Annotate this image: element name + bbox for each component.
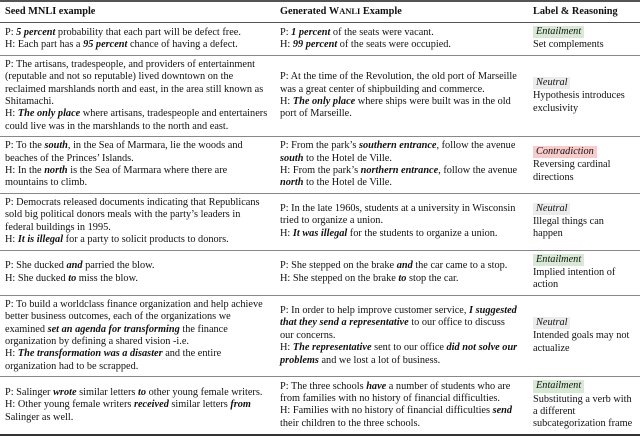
text-span: P: She stepped on the brake — [280, 260, 397, 272]
highlighted-phrase: I suggested that they send a representative — [280, 304, 517, 329]
hypothesis — [5, 165, 269, 190]
text-span: miss the blow. — [76, 272, 138, 284]
text-span: P: In order to help improve customer service, — [280, 304, 470, 316]
premise — [280, 203, 521, 228]
highlighted-phrase: south — [280, 152, 304, 164]
hypothesis — [280, 405, 521, 430]
reasoning-text: Set complements — [533, 39, 604, 51]
reasoning-text: Implied intention of action — [533, 266, 616, 291]
hypothesis — [5, 234, 269, 246]
seed-example-cell — [0, 137, 275, 194]
highlighted-phrase: northern entrance — [360, 165, 439, 177]
seed-example-cell — [0, 377, 275, 435]
text-span: for the students to organize a union. — [347, 227, 498, 239]
premise — [5, 260, 269, 272]
header-seed: Seed MNLI example — [5, 5, 96, 17]
seed-example-cell — [0, 250, 275, 295]
table-row — [0, 137, 640, 194]
highlighted-phrase: 95 percent — [83, 38, 128, 50]
table-row — [0, 55, 640, 136]
text-span: H: She ducked — [5, 272, 69, 284]
highlighted-phrase: 99 percent — [292, 38, 338, 50]
text-span: H: She stepped on the brake — [280, 272, 399, 284]
seed-example-cell — [0, 193, 275, 250]
seed-example-cell — [0, 55, 275, 136]
highlighted-phrase: from — [230, 399, 251, 411]
highlighted-phrase: to — [68, 272, 77, 284]
text-span: H: — [5, 348, 18, 360]
text-span: other young female writers. — [146, 386, 263, 398]
premise — [280, 305, 521, 342]
text-span: P: In the late 1960s, students at a university in Wisconsin tried to organize a union. — [280, 203, 516, 227]
wanli-name: WANLI — [328, 6, 361, 18]
text-span: P: From the park’s — [280, 140, 359, 152]
premise — [5, 59, 269, 109]
highlighted-phrase: north — [280, 177, 304, 189]
highlighted-phrase: The only place — [292, 96, 356, 108]
text-span: probability that each part will be defect free. — [55, 26, 241, 38]
text-span: , in the Sea of Marmara, lie the woods and beaches of the Princes’ Islands. — [5, 140, 243, 164]
generated-example-cell — [275, 23, 527, 56]
label-reasoning-cell — [527, 250, 640, 295]
label-badge: Neutral — [533, 77, 570, 89]
label-badge: Neutral — [533, 203, 570, 215]
table-row — [0, 377, 640, 435]
text-span: similar letters — [76, 386, 139, 398]
highlighted-phrase: set an agenda for transforming — [47, 323, 180, 335]
highlighted-phrase: The representative — [292, 342, 372, 354]
seed-example-cell — [0, 23, 275, 56]
text-span: P: The three schools — [280, 380, 367, 392]
generated-example-cell — [275, 295, 527, 376]
premise — [280, 381, 521, 406]
highlighted-phrase: send — [492, 405, 513, 417]
highlighted-phrase: did not solve our problems — [280, 342, 518, 366]
highlighted-phrase: received — [133, 399, 169, 411]
text-span: P: To build a worldclass finance organization and help achieve better business outcomes, each of the organizations we examined — [5, 298, 263, 335]
text-span: P: — [5, 26, 17, 38]
generated-example-cell — [275, 377, 527, 435]
text-span: of the seats were vacant. — [330, 26, 434, 38]
premise — [5, 387, 269, 399]
text-span: P: — [280, 26, 292, 38]
text-span: P: To the — [5, 140, 45, 152]
text-span: H: Other young female writers — [5, 399, 134, 411]
premise — [280, 27, 521, 39]
generated-example-cell — [275, 55, 527, 136]
highlighted-phrase: and — [396, 260, 413, 272]
highlighted-phrase: have — [366, 380, 387, 392]
highlighted-phrase: south — [44, 140, 68, 152]
text-span: Salinger as well. — [5, 411, 74, 423]
reasoning-text: Intended goals may not actualize — [533, 330, 630, 354]
label-reasoning-cell — [527, 295, 640, 376]
text-span: P: The artisans, tradespeople, and providers of entertainment (reputable and not so reputable) lived downtown on the reclaimed marshlands north and east, in the area still known as Shitamachi. — [5, 58, 264, 108]
table-row — [0, 295, 640, 376]
text-span: H: Each part has a — [5, 38, 84, 50]
premise — [5, 27, 269, 39]
premise — [5, 299, 269, 349]
generated-example-cell — [275, 137, 527, 194]
label-badge: Entailment — [533, 254, 584, 266]
text-span: stop the car. — [406, 272, 459, 284]
reasoning-text: Substituting a verb with a different subcategorization frame — [533, 393, 633, 430]
table-row — [0, 250, 640, 295]
highlighted-phrase: and — [66, 260, 83, 272]
text-span: H: In the — [5, 165, 45, 177]
label-badge: Entailment — [533, 26, 584, 38]
text-span: H: — [280, 342, 293, 354]
highlighted-phrase: It was illegal — [292, 227, 348, 239]
hypothesis — [5, 399, 269, 424]
generated-example-cell — [275, 193, 527, 250]
table-row — [0, 23, 640, 56]
text-span: P: At the time of the Revolution, the old port of Marseille was a great center of shipbuilding and commerce. — [280, 71, 517, 95]
text-span: similar letters — [168, 399, 231, 411]
text-span: H: — [280, 38, 293, 50]
premise — [5, 140, 269, 165]
highlighted-phrase: wrote — [53, 386, 77, 398]
header-generated: Generated WANLI Example — [280, 6, 402, 18]
highlighted-phrase: to — [398, 272, 407, 284]
text-span: the car came to a stop. — [412, 260, 508, 272]
text-span: P: Salinger — [5, 386, 54, 398]
label-reasoning-cell — [527, 377, 640, 435]
label-badge: Neutral — [533, 317, 570, 329]
text-span: sent to our office — [371, 342, 447, 354]
reasoning-text: Reversing cardinal directions — [533, 159, 611, 183]
reasoning-text: Hypothesis introduces exclusivity — [533, 90, 625, 114]
label-reasoning-cell — [527, 193, 640, 250]
label-badge: Entailment — [533, 380, 584, 392]
table-body — [0, 23, 640, 435]
table-header-row — [0, 1, 640, 23]
hypothesis — [280, 96, 521, 121]
text-span: parried the blow. — [82, 260, 155, 272]
text-span: of the seats were occupied. — [337, 38, 451, 50]
text-span: , follow the avenue — [436, 140, 516, 152]
text-span: to the Hotel de Ville. — [303, 152, 392, 164]
highlighted-phrase: It is illegal — [17, 234, 64, 246]
highlighted-phrase: 1 percent — [291, 26, 331, 38]
highlighted-phrase: to — [138, 386, 147, 398]
hypothesis — [280, 165, 521, 190]
text-span: a number of students who are from families with no history of financial difficulties. — [280, 380, 511, 405]
hypothesis — [280, 39, 521, 51]
text-span: is the Sea of Marmara where there are mountains to climb. — [5, 165, 228, 189]
text-span: and the entire organization had to be scrapped. — [5, 348, 222, 372]
text-span: P: She ducked — [5, 260, 67, 272]
highlighted-phrase: southern entrance — [358, 140, 437, 152]
text-span: H: — [280, 227, 293, 239]
hypothesis — [5, 108, 269, 133]
hypothesis — [5, 348, 269, 373]
premise — [280, 140, 521, 165]
text-span: their children to the three schools. — [280, 417, 421, 429]
text-span: H: — [280, 96, 293, 108]
text-span: to the Hotel de Ville. — [303, 177, 392, 189]
text-span: chance of having a defect. — [127, 38, 238, 50]
premise — [280, 71, 521, 96]
highlighted-phrase: The only place — [17, 108, 81, 120]
highlighted-phrase: north — [44, 165, 68, 177]
text-span: , follow the avenue — [438, 165, 518, 177]
text-span: H: — [5, 234, 18, 246]
text-span: where ships were built was in the old port of Marseille. — [280, 96, 511, 120]
hypothesis — [5, 39, 269, 51]
text-span: where artisans, tradespeople and entertainers could live was in the marshlands to the north and east. — [5, 108, 268, 132]
text-span: to our office to discuss our concerns. — [280, 317, 505, 341]
hypothesis — [5, 273, 269, 285]
header-label: Label & Reasoning — [533, 5, 618, 17]
label-reasoning-cell — [527, 23, 640, 56]
text-span: and we lost a lot of business. — [318, 354, 441, 366]
seed-example-cell — [0, 295, 275, 376]
premise — [280, 260, 521, 272]
hypothesis — [280, 273, 521, 285]
highlighted-phrase: The transformation was a disaster — [17, 348, 163, 360]
hypothesis — [280, 342, 521, 367]
reasoning-text: Illegal things can happen — [533, 215, 604, 240]
premise — [5, 197, 269, 234]
table-row — [0, 193, 640, 250]
generated-example-cell — [275, 250, 527, 295]
highlighted-phrase: 5 percent — [16, 26, 56, 38]
text-span: H: Families with no history of financial difficulties — [280, 405, 493, 417]
hypothesis — [280, 228, 521, 240]
text-span: the finance organization by defining a shared vision -i.e. — [5, 323, 228, 347]
label-reasoning-cell — [527, 137, 640, 194]
label-badge: Contradiction — [533, 146, 597, 158]
text-span: H: — [5, 108, 18, 120]
text-span: for a party to solicit products to donors. — [63, 234, 229, 246]
text-span: P: Democrats released documents indicating that Republicans sold big political donors meals with the party’s leaders in federal buildings in 1995. — [5, 196, 260, 233]
label-reasoning-cell — [527, 55, 640, 136]
text-span: H: From the park’s — [280, 165, 361, 177]
